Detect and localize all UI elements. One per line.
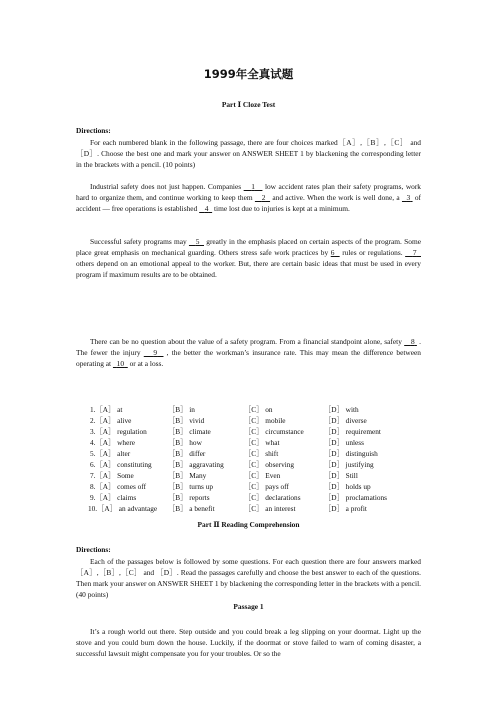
option-b: ［B］ how [168,438,202,447]
option-row [76,427,421,438]
passage-text: It’s a rough world out there. Step outside and you could break a leg slipping on your doormat. Light up the stove and you could burn down the house. Luckily, if the doormat or stove failed to warn of coming disaster, a successful lawsuit might compensate you for your troubles. Or so the [76,627,421,659]
option-c: ［C］ on [244,405,273,414]
option-c: ［C］ pays off [244,482,289,491]
option-row [76,405,421,416]
option-d: ［D］ proclamations [324,493,388,502]
option-a: 9.［A］ claims [90,493,137,502]
option-a: 4.［A］ where [90,438,135,447]
cloze-paragraph-3 [76,336,421,369]
cloze-paragraph-2 [76,236,421,280]
cloze-text: Industrial safety does not just happen. Companies [90,182,242,191]
option-b: ［B］ turns up [168,482,213,491]
cloze-text: greatly in the emphasis placed on certain aspects of the program. Some place great emphasis on mechanical guarding. Others stress safe work practices by [76,237,421,258]
cloze-text: or at a loss. [129,359,164,369]
cloze-text: time lost due to injuries is kept at a minimum. [213,204,350,214]
cloze-text: of accident — free operations is established [76,193,422,214]
cloze-blank-6: 6 [330,248,335,258]
exam-title: 1999年全真试题 [203,67,294,81]
cloze-text: . The fewer the injury [76,337,421,358]
cloze-paragraph-1 [76,181,421,214]
cloze-blank-5: 5 [195,237,200,246]
option-b: ［B］ a benefit [168,504,215,513]
cloze-text: others depend on an emotional appeal to the worker. But, there are certain basic ideas that must be used in every program if maximum results are to be obtained. [76,259,421,280]
option-c: ［C］ observing [244,460,295,469]
option-row [76,504,421,515]
option-a: 8.［A］ comes off [90,482,147,491]
option-row [76,460,421,471]
part1-directions-label: Directions: [76,126,111,135]
option-b: ［B］ Many [168,471,207,480]
cloze-text: low accident rates plan their safety programs, work hard to organize them, and continue working to keep them [76,182,422,203]
option-a: 10.［A］ an advantage [88,504,158,513]
option-b: ［B］ climate [168,427,211,436]
cloze-blank-1: 1 [251,182,255,191]
cloze-blank-3: 3 [406,193,411,203]
option-c: ［C］ what [244,438,280,447]
option-row [76,482,421,493]
option-a: 7.［A］ Some [90,471,134,480]
option-d: ［D］ requirement [324,427,381,436]
option-row [76,471,421,482]
option-c: ［C］ an interest [244,504,296,513]
option-b: ［B］ differ [168,449,206,458]
option-a: 1.［A］ at [90,405,123,414]
part2-heading: Part Ⅱ Reading Comprehension [197,520,300,529]
part2-directions: Each of the passages below is followed by some questions. For each question there are four answers marked ［A］,［B］,［C］ and ［D］. Read the passages carefully and choose the best answer to each of the questions. Then mark your answer on ANSWER SHEET 1 by blackening the corresponding letter in the brackets with a pencil. (40 points) [76,557,421,600]
cloze-text: Successful safety programs may [90,237,187,246]
option-c: ［C］ declarations [244,493,301,502]
cloze-blank-9: 9 [153,348,158,358]
option-a: 3.［A］ regulation [90,427,147,436]
part2-directions-label: Directions: [76,545,111,554]
option-row [76,438,421,449]
cloze-blank-2: 2 [261,193,266,203]
option-d: ［D］ diverse [324,416,367,425]
option-c: ［C］ mobile [244,416,286,425]
cloze-text: rules or regulations. [342,248,403,258]
cloze-blank-7: 7 [412,248,417,258]
option-a: 2.［A］ alive [90,416,132,425]
option-row [76,449,421,460]
option-d: ［D］ unless [324,438,364,447]
option-d: ［D］ with [324,405,359,414]
option-d: ［D］ justifying [324,460,374,469]
cloze-text: There can be no question about the value of a safety program. From a financial standpoint alone, safety [90,337,402,346]
option-d: ［D］ holds up [324,482,371,491]
option-a: 6.［A］ constituting [90,460,152,469]
cloze-blank-4: 4 [204,204,209,214]
option-b: ［B］ aggravating [168,460,224,469]
option-d: ［D］ distinguish [324,449,378,458]
option-d: ［D］ a profit [324,504,367,513]
cloze-text: , the better the workman’s insurance rate. This may mean the difference between operating at [76,348,421,369]
option-d: ［D］ Still [324,471,358,480]
option-c: ［C］ shift [244,449,279,458]
passage-title: Passage 1 [233,602,264,611]
option-c: ［C］ circumstance [244,427,304,436]
cloze-text: and active. When the work is well done, a [272,193,400,203]
option-row [76,493,421,504]
option-c: ［C］ Even [244,471,281,480]
option-a: 5.［A］ alter [90,449,131,458]
option-b: ［B］ reports [168,493,210,502]
option-row [76,416,421,427]
cloze-blank-8: 8 [410,337,415,346]
cloze-blank-10: 10 [116,359,125,369]
option-b: ［B］ in [168,405,195,414]
part1-directions: For each numbered blank in the following passage, there are four choices marked［A］,［B］,［C］ and ［D］. Choose the best one and mark your answer on ANSWER SHEET 1 by blackening the corresponding letter in the brackets with a pencil. (10 points) [76,138,421,170]
option-b: ［B］ vivid [168,416,205,425]
part1-heading: Part Ⅰ Cloze Test [221,100,276,109]
